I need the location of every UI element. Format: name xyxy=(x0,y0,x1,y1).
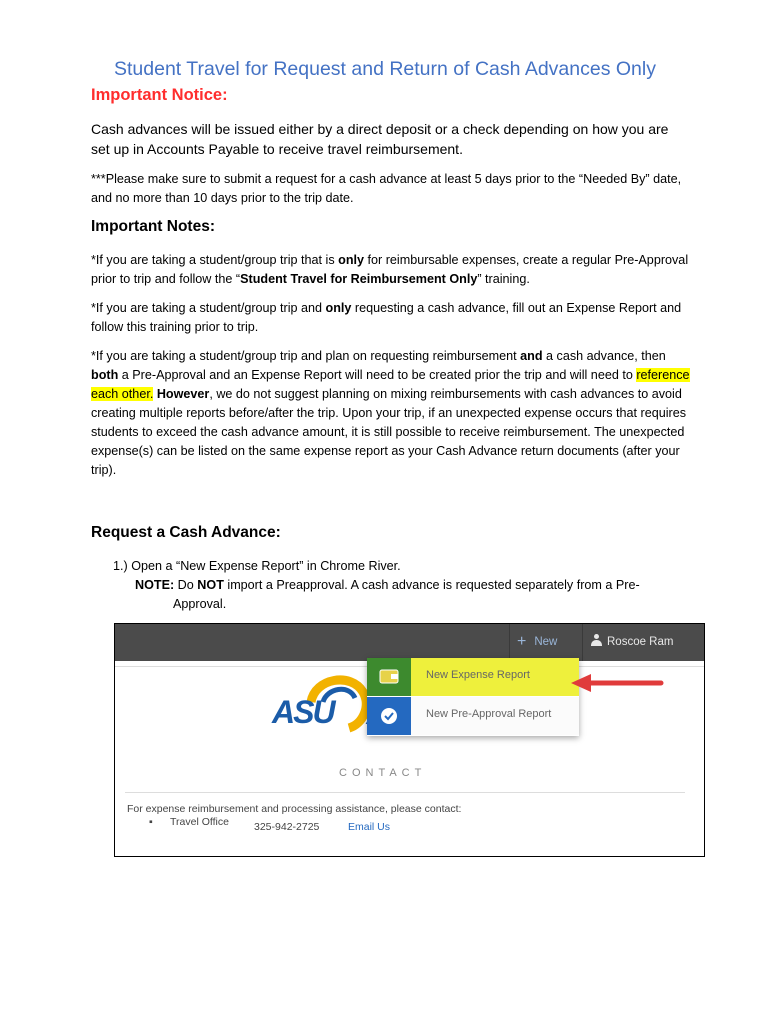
note-mixed: *If you are taking a student/group trip and plan on requesting reimbursement and a cash advance, then both a Pre-Approval and an Expense Report will need to be created prior the trip and will need to reference each other. However, we do not suggest planning on mixing reimbursements with cash advances to avoid creating multiple reports before/after the trip. Upon your trip, if an unexpected expense occurs that requires students to exceed the cash advance amount, it is still possible to receive reimbursement. The unexpected expense(s) can be listed on the same expense report as your Cash Advance return documents (after your trip). xyxy=(91,349,690,477)
contact-heading: CONTACT xyxy=(339,767,427,779)
user-menu[interactable]: Roscoe Ram xyxy=(591,634,673,648)
note-reimbursement-only: *If you are taking a student/group trip that is only for reimbursable expenses, create a regular Pre-Approval prior to trip and follow the “Student Travel for Reimbursement Only” training. xyxy=(91,253,689,286)
step-1 xyxy=(113,557,673,614)
plus-icon: + xyxy=(517,633,527,650)
step-1-note-cont: Approval. xyxy=(173,597,227,611)
request-cash-advance-heading: Request a Cash Advance: xyxy=(91,524,281,541)
highlighted-text: reference each other. xyxy=(91,368,690,401)
step-1-note: NOTE: Do NOT import a Preapproval. A cash advance is requested separately from a Pre- xyxy=(135,578,640,592)
important-notice-heading: Important Notice: xyxy=(91,86,228,104)
asu-logo-text: ASU xyxy=(272,694,334,730)
red-arrow-icon xyxy=(567,672,667,694)
important-notes-heading: Important Notes: xyxy=(91,218,215,235)
top-bar xyxy=(115,624,704,661)
page-title: Student Travel for Request and Return of Cash Advances Only xyxy=(114,58,656,80)
email-us-link[interactable]: Email Us xyxy=(348,821,391,833)
new-dropdown-menu xyxy=(367,658,579,736)
wallet-icon xyxy=(367,658,411,696)
menu-item-new-expense-report[interactable]: New Expense Report xyxy=(367,658,579,696)
intro-paragraph: Cash advances will be issued either by a direct deposit or a check depending on how you are set up in Accounts Payable to receive travel reimbursement. xyxy=(91,121,669,157)
travel-office-label: Travel Office xyxy=(170,816,229,828)
menu-item-new-preapproval-report[interactable]: New Pre-Approval Report xyxy=(367,697,579,735)
check-circle-icon xyxy=(367,697,411,735)
user-icon xyxy=(591,634,602,646)
phone-number: 325-942-2725 xyxy=(254,821,320,833)
submit-reminder: ***Please make sure to submit a request for a cash advance at least 5 days prior to the “Needed By” date, and no more than 10 days prior to the trip date. xyxy=(91,172,682,205)
step-1-text: 1.) Open a “New Expense Report” in Chrome River. xyxy=(113,559,401,573)
chrome-river-screenshot xyxy=(114,623,705,857)
bullet: ▪ xyxy=(149,816,153,828)
new-button[interactable]: + New xyxy=(517,633,558,650)
contact-text: For expense reimbursement and processing assistance, please contact: xyxy=(127,803,462,815)
note-cash-advance-only: *If you are taking a student/group trip and only requesting a cash advance, fill out an Expense Report and follow this training prior to trip. xyxy=(91,301,682,334)
